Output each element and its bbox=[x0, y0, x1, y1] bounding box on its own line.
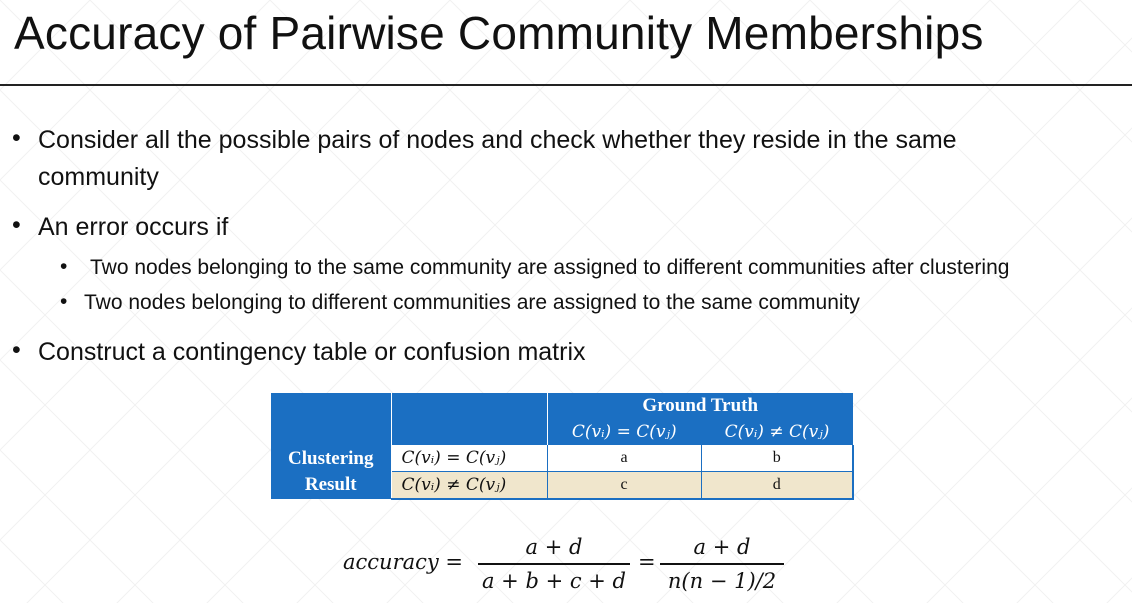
fraction-2-numerator: a + d bbox=[693, 535, 751, 559]
cell-b: b bbox=[701, 445, 853, 472]
fraction-1-numerator: a + d bbox=[525, 535, 583, 559]
bullet-text: An error occurs if bbox=[38, 213, 229, 241]
bullet-text: Construct a contingency table or confusion matrix bbox=[38, 338, 586, 366]
bullet-text-continued: community bbox=[38, 163, 159, 191]
formula-equals: = bbox=[638, 550, 656, 574]
row-label-different: C(vᵢ) ≠ C(vⱼ) bbox=[391, 472, 547, 500]
table-corner-cell bbox=[271, 393, 391, 419]
row-header-line2: Result bbox=[304, 474, 357, 495]
formula-lhs: accuracy = bbox=[343, 550, 464, 574]
sub-bullet-dot: • bbox=[60, 255, 68, 278]
fraction-2 bbox=[660, 535, 784, 593]
table-corner-cell bbox=[391, 393, 547, 419]
column-header-same: C(vᵢ) = C(vⱼ) bbox=[547, 419, 701, 445]
column-header-different: C(vᵢ) ≠ C(vⱼ) bbox=[701, 419, 853, 445]
ground-truth-header: Ground Truth bbox=[547, 393, 853, 419]
contingency-table bbox=[271, 393, 854, 500]
fraction-1-denominator: a + b + c + d bbox=[481, 568, 626, 593]
fraction-2-denominator: n(n − 1)/2 bbox=[667, 568, 777, 593]
cell-a: a bbox=[547, 445, 701, 472]
row-header-line1: Clustering bbox=[288, 448, 374, 469]
bullet-dot: • bbox=[12, 336, 21, 364]
clustering-result-header bbox=[271, 445, 391, 499]
sub-bullet-dot: • bbox=[60, 290, 68, 313]
title-divider bbox=[0, 84, 1132, 86]
bullet-text: Consider all the possible pairs of nodes and check whether they reside in the same bbox=[38, 126, 957, 154]
row-label-same: C(vᵢ) = C(vⱼ) bbox=[391, 445, 547, 472]
cell-c: c bbox=[547, 472, 701, 500]
bullet-dot: • bbox=[12, 124, 21, 152]
slide-title: Accuracy of Pairwise Community Memberships bbox=[14, 7, 984, 59]
fraction-1 bbox=[478, 535, 630, 593]
sub-bullet-text: Two nodes belonging to the same community are assigned to different communities after clustering bbox=[90, 256, 1010, 279]
bullet-dot: • bbox=[12, 211, 21, 239]
cell-d: d bbox=[701, 472, 853, 500]
table-corner-cell bbox=[271, 419, 391, 445]
table-corner-cell bbox=[391, 419, 547, 445]
sub-bullet-text: Two nodes belonging to different communities are assigned to the same community bbox=[84, 291, 860, 314]
